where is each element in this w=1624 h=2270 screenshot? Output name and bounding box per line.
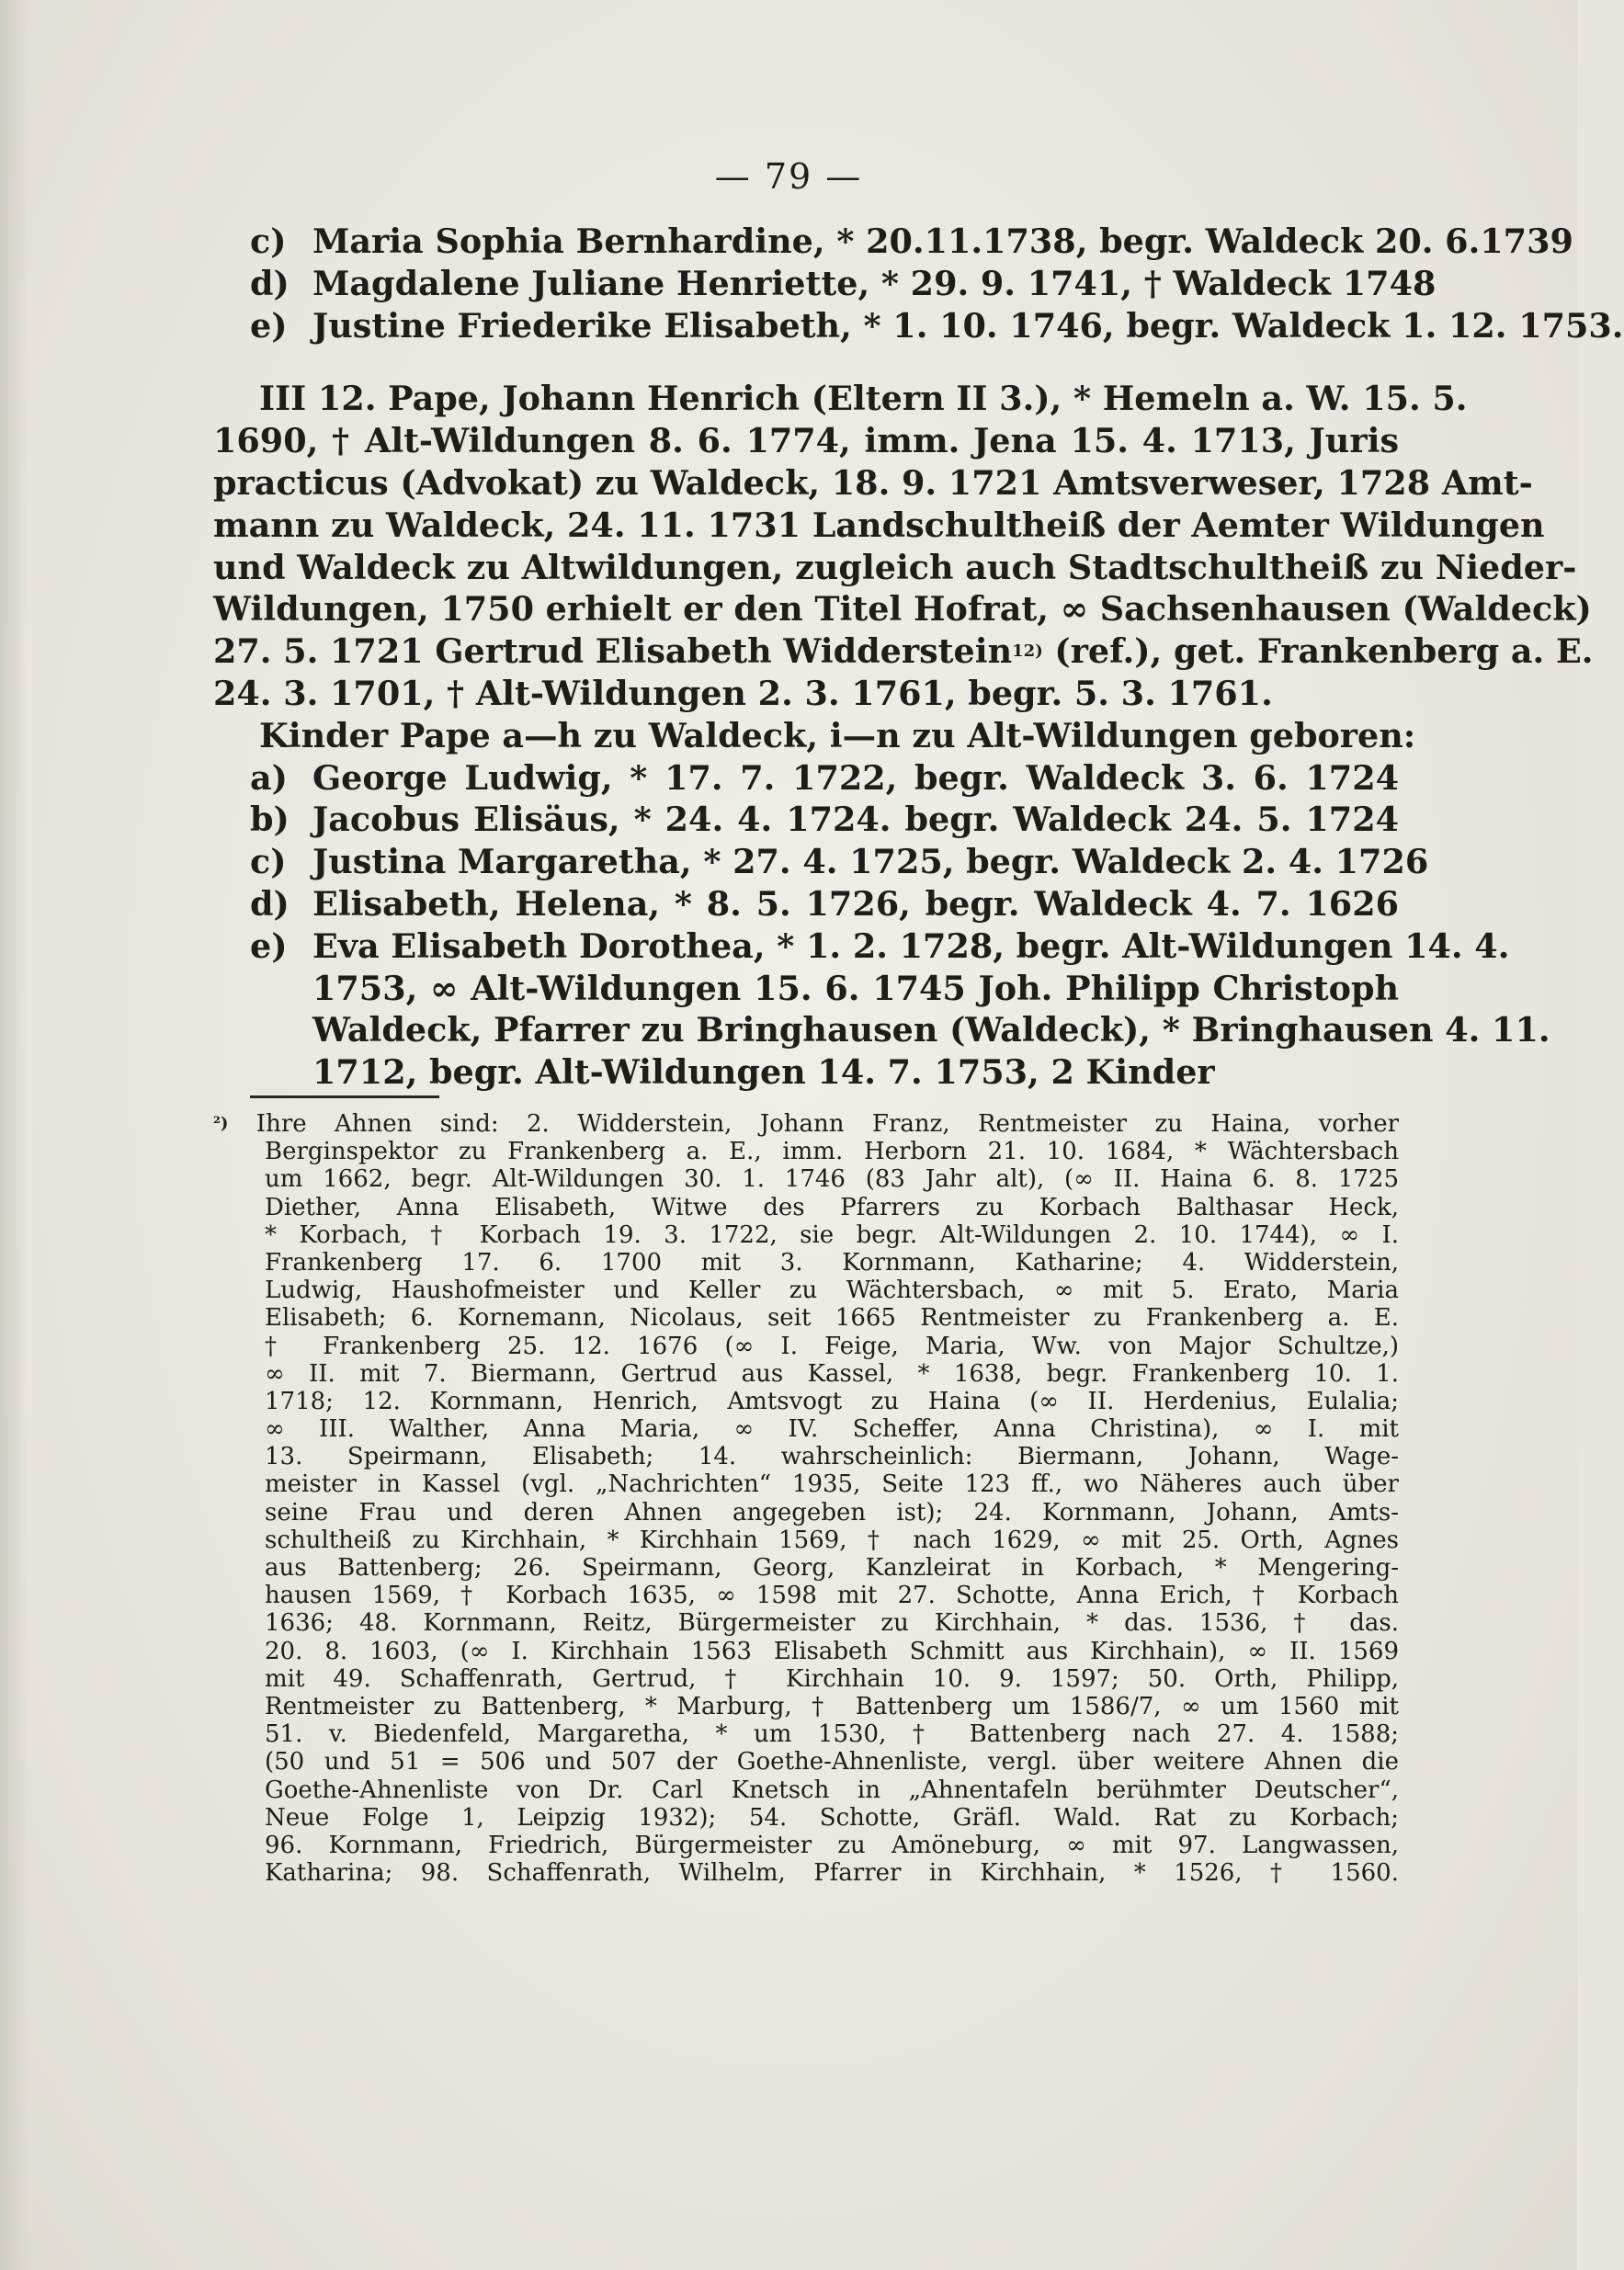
footnote [213, 1110, 1399, 1887]
list-marker: e) [250, 305, 288, 346]
entry-line: 24. 3. 1701, † Alt-Wildungen 2. 3. 1761, begr. 5. 3. 1761. [213, 673, 1273, 713]
footnote-line: ∞ II. mit 7. Biermann, Gertrud aus Kassel, * 1638, begr. Frankenberg 10. 1. [265, 1359, 1399, 1388]
list-item [213, 305, 1624, 347]
list-item [213, 221, 1573, 263]
footnote-line: Katharina; 98. Schaffenrath, Wilhelm, Pfarrer in Kirchhain, * 1526, † 1560. [265, 1859, 1399, 1888]
footnote-line: * Korbach, † Korbach 19. 3. 1722, sie begr. Alt-Wildungen 2. 10. 1744), ∞ I. [265, 1220, 1399, 1249]
list-marker: d) [250, 263, 290, 303]
entry-line: mann zu Waldeck, 24. 11. 1731 Landschultheiß der Aemter Wildungen [213, 505, 1545, 545]
page-edge-shadow [0, 0, 28, 2270]
list-item-text: Eva Elisabeth Dorothea, * 1. 2. 1728, begr. Alt-Wildungen 14. 4. [312, 925, 1510, 966]
list-item [213, 883, 1399, 925]
footnote-line: mit 49. Schaffenrath, Gertrud, † Kirchhain 10. 9. 1597; 50. Orth, Philipp, [265, 1664, 1399, 1693]
children-intro: Kinder Pape a—h zu Waldeck, i—n zu Alt-Wildungen geboren: [259, 715, 1416, 755]
list-item [213, 841, 1429, 883]
entry-line: practicus (Advokat) zu Waldeck, 18. 9. 1721 Amtsverweser, 1728 Amt- [213, 462, 1533, 503]
list-item-text: Justine Friederike Elisabeth, * 1. 10. 1746, begr. Waldeck 1. 12. 1753. [312, 305, 1624, 346]
list-marker: c) [250, 842, 287, 882]
main-text [213, 221, 1624, 1094]
footnote-line: (50 und 51 = 506 und 507 der Goethe-Ahnenliste, vergl. über weitere Ahnen die [265, 1748, 1399, 1776]
list-item [213, 263, 1437, 305]
list-item-text: George Ludwig, * 17. 7. 1722, begr. Waldeck 3. 6. 1724 [312, 757, 1399, 798]
list-item-text: Elisabeth, Helena, * 8. 5. 1726, begr. Waldeck 4. 7. 1626 [312, 883, 1399, 924]
list-marker: d) [250, 883, 290, 924]
list-item-text: Maria Sophia Bernhardine, * 20.11.1738, begr. Waldeck 20. 6.1739 [312, 221, 1573, 261]
footnote-line: † Frankenberg 25. 12. 1676 (∞ I. Feige, Maria, Ww. von Major Schultze,) [265, 1332, 1399, 1360]
footnote-line: Frankenberg 17. 6. 1700 mit 3. Kornmann, Katharine; 4. Widderstein, [265, 1248, 1399, 1277]
footnote-line: schultheiß zu Kirchhain, * Kirchhain 1569, † nach 1629, ∞ mit 25. Orth, Agnes [265, 1526, 1399, 1554]
footnote-line: um 1662, begr. Alt-Wildungen 30. 1. 1746 (83 Jahr alt), (∞ II. Haina 6. 8. 1725 [265, 1165, 1399, 1194]
footnote-line: Ludwig, Haushofmeister und Keller zu Wächtersbach, ∞ mit 5. Erato, Maria [265, 1277, 1399, 1305]
footnote-line: 1718; 12. Kornmann, Henrich, Amtsvogt zu Haina (∞ II. Herdenius, Eulalia; [265, 1387, 1399, 1415]
entry-line [213, 630, 1594, 673]
footnote-line-text: Ihre Ahnen sind: 2. Widderstein, Johann Franz, Rentmeister zu Haina, vorher [256, 1110, 1400, 1138]
footnote-line: 96. Kornmann, Friedrich, Bürgermeister zu Amöneburg, ∞ mit 97. Langwassen, [265, 1831, 1399, 1859]
entry-line-text: (ref.), get. Frankenberg a. E. [1042, 631, 1594, 672]
footnote-reference: 12) [1012, 641, 1043, 662]
footnote-divider [250, 1095, 439, 1098]
footnote-line: seine Frau und deren Ahnen angegeben ist); 24. Kornmann, Johann, Amts- [265, 1498, 1399, 1527]
list-item [213, 925, 1510, 968]
footnote-line: meister in Kassel (vgl. „Nachrichten“ 1935, Seite 123 ff., wo Näheres auch über [265, 1470, 1399, 1499]
list-marker: a) [250, 757, 288, 798]
entry-line: 1690, † Alt-Wildungen 8. 6. 1774, imm. Jena 15. 4. 1713, Juris [213, 421, 1399, 461]
footnote-line: Rentmeister zu Battenberg, * Marburg, † Battenberg um 1586/7, ∞ um 1560 mit [265, 1692, 1399, 1720]
footnote-line: 20. 8. 1603, (∞ I. Kirchhain 1563 Elisabeth Schmitt aus Kirchhain), ∞ II. 1569 [265, 1637, 1399, 1665]
entry-line-text: 27. 5. 1721 Gertrud Elisabeth Widderstein [213, 631, 1013, 672]
footnote-line: ∞ III. Walther, Anna Maria, ∞ IV. Scheffer, Anna Christina), ∞ I. mit [265, 1415, 1399, 1444]
footnote-line: 51. v. Biedenfeld, Margaretha, * um 1530, † Battenberg nach 27. 4. 1588; [265, 1720, 1399, 1749]
list-item-text: Magdalene Juliane Henriette, * 29. 9. 1741, † Waldeck 1748 [312, 263, 1437, 303]
footnote-line: 1636; 48. Kornmann, Reitz, Bürgermeister zu Kirchhain, * das. 1536, † das. [265, 1609, 1399, 1638]
list-item-text: Justina Margaretha, * 27. 4. 1725, begr. Waldeck 2. 4. 1726 [312, 842, 1429, 882]
list-marker: e) [250, 925, 288, 966]
footnote-line: Elisabeth; 6. Kornemann, Nicolaus, seit 1665 Rentmeister zu Frankenberg a. E. [265, 1304, 1399, 1333]
footnote-line: aus Battenberg; 26. Speirmann, Georg, Kanzleirat in Korbach, * Mengering- [265, 1554, 1399, 1582]
page-number: — 79 — [714, 156, 863, 197]
footnote-line: Goethe-Ahnenliste von Dr. Carl Knetsch in „Ahnentafeln berühmter Deutscher“, [265, 1776, 1399, 1804]
footnote-line: Neue Folge 1, Leipzig 1932); 54. Schotte, Gräfl. Wald. Rat zu Korbach; [265, 1803, 1399, 1832]
footnote-line: Berginspektor zu Frankenberg a. E., imm. Herborn 21. 10. 1684, * Wächtersbach [265, 1138, 1399, 1166]
entry-line: und Waldeck zu Altwildungen, zugleich auch Stadtschultheiß zu Nieder- [213, 547, 1577, 587]
footnote-line: hausen 1569, † Korbach 1635, ∞ 1598 mit 27. Schotte, Anna Erich, † Korbach [265, 1582, 1399, 1610]
list-item [213, 799, 1399, 841]
list-item [213, 757, 1399, 800]
spacer [213, 346, 1399, 378]
footnote-marker: ²) [213, 1114, 229, 1133]
footnote-line [213, 1110, 1399, 1138]
footnote-line: 13. Speirmann, Elisabeth; 14. wahrscheinlich: Biermann, Johann, Wage- [265, 1443, 1399, 1471]
list-item-text: Jacobus Elisäus, * 24. 4. 1724. begr. Waldeck 24. 5. 1724 [312, 800, 1399, 840]
entry-line: Wildungen, 1750 erhielt er den Titel Hofrat, ∞ Sachsenhausen (Waldeck) [213, 589, 1592, 630]
list-item-continuation: Waldeck, Pfarrer zu Bringhausen (Waldeck), * Bringhausen 4. 11. [312, 1010, 1550, 1050]
list-marker: c) [250, 221, 287, 261]
footnote-line: Diether, Anna Elisabeth, Witwe des Pfarrers zu Korbach Balthasar Heck, [265, 1193, 1399, 1221]
list-item-continuation: 1753, ∞ Alt-Wildungen 15. 6. 1745 Joh. Philipp Christoph [312, 968, 1399, 1008]
list-marker: b) [250, 800, 290, 840]
entry-heading-line: III 12. Pape, Johann Henrich (Eltern II 3.), * Hemeln a. W. 15. 5. [259, 379, 1468, 419]
list-item-continuation: 1712, begr. Alt-Wildungen 14. 7. 1753, 2 Kinder [312, 1052, 1215, 1093]
